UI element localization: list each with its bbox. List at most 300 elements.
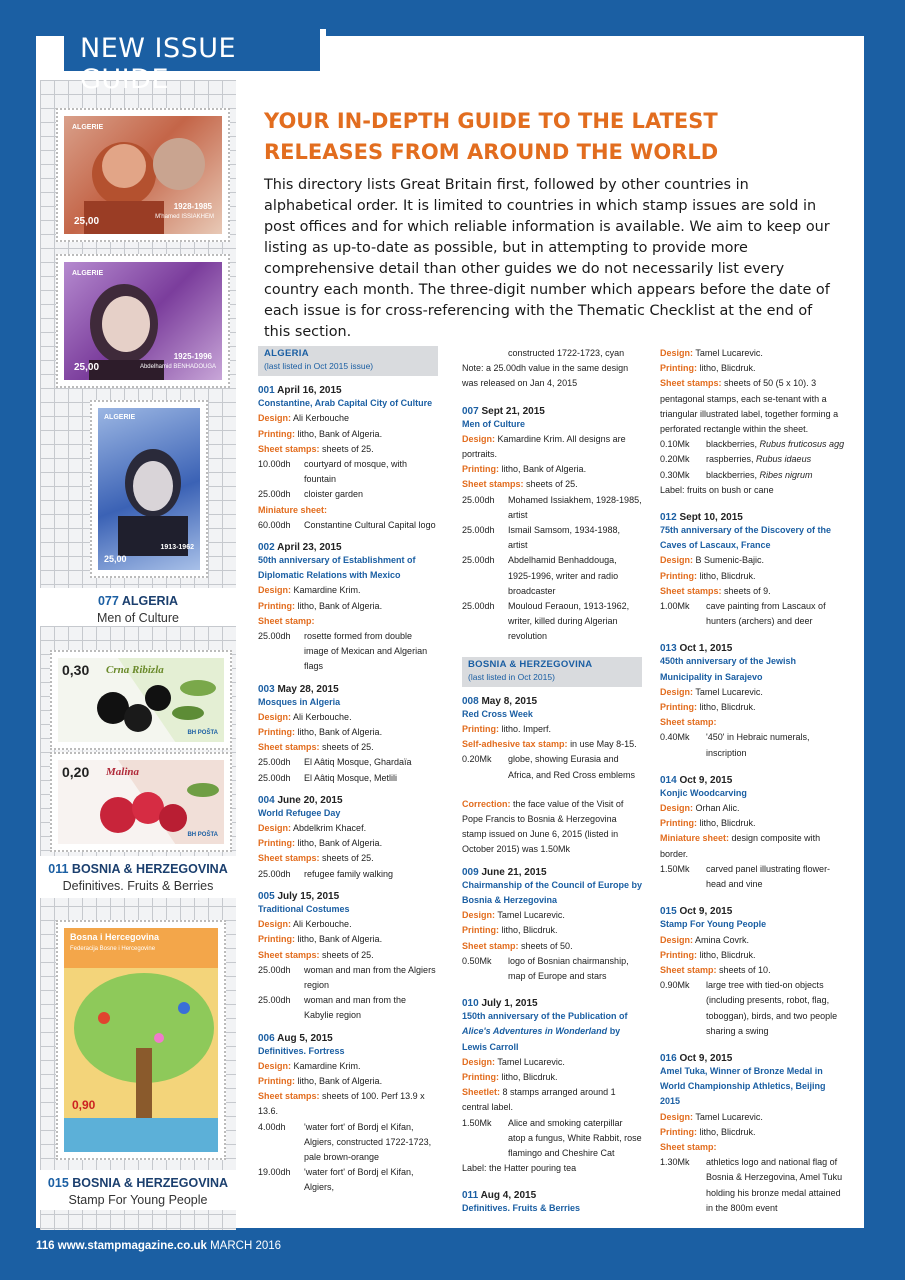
- issue-006: [258, 1033, 438, 1196]
- sheets-label: Sheet stamps:: [258, 853, 320, 864]
- sheets-label: Sheet stamps:: [660, 585, 722, 596]
- stamp-value-text: 25,00: [104, 554, 127, 564]
- column-3: [660, 346, 845, 1216]
- design-label: Design:: [258, 711, 292, 722]
- issue-title: Konjic Woodcarving: [660, 787, 747, 798]
- stamp-name-text: Abdelhamid BENHADOUGA: [139, 364, 216, 370]
- design-label: Design:: [462, 433, 496, 444]
- caption-015: [40, 1170, 236, 1210]
- design-value: Orhan Alic.: [695, 803, 740, 814]
- design-label: Design:: [258, 413, 292, 424]
- printing-label: Printing:: [660, 1126, 697, 1137]
- design-value: Ali Kerbouche.: [293, 919, 352, 930]
- design-value: Kamardine Krim.: [293, 585, 361, 596]
- face-value: 19.00dh: [258, 1167, 291, 1178]
- issue-title: [462, 1009, 642, 1055]
- value-row-continued: [462, 346, 642, 361]
- heading-line-2: RELEASES FROM AROUND THE WORLD: [264, 140, 719, 164]
- issue-date: July 1, 2015: [481, 998, 538, 1010]
- issue-date: Oct 1, 2015: [679, 643, 733, 655]
- value-description: large tree with tied-on objects (including presents, robot, flag, toboggan), birds, and two people sharing a swing: [706, 980, 838, 1036]
- value-row: [462, 493, 642, 523]
- design-value: Tamel Lucarevic.: [497, 1056, 565, 1067]
- caption-num: 077: [97, 594, 119, 608]
- issue-title: Definitives. Fortress: [258, 1045, 345, 1056]
- value-description: constructed 1722-1723, cyan: [508, 348, 625, 358]
- correction-label: Correction:: [462, 798, 511, 809]
- sheets-label: Sheet stamps:: [258, 949, 320, 960]
- correction-note: [462, 797, 642, 858]
- face-value: 25.00dh: [462, 525, 495, 536]
- sheet-stamp-label: Sheet stamp:: [660, 964, 717, 975]
- value-row: [258, 993, 438, 1023]
- stamp-post-text: BH POŠTA: [187, 730, 218, 736]
- issue-number: 011: [462, 1190, 479, 1202]
- sheet-stamp-label: Sheet stamp:: [462, 940, 519, 951]
- value-description: Constantine Cultural Capital logo: [304, 519, 436, 530]
- stamp-bosnia-raspberry: [50, 752, 232, 852]
- value-row: [462, 599, 642, 645]
- value-description: carved panel illustrating flower-head and vine: [706, 863, 831, 890]
- page-footer: [36, 1240, 281, 1252]
- value-row: [258, 1165, 438, 1195]
- face-value: 25.00dh: [462, 555, 495, 566]
- sheets-value: sheets of 25.: [322, 742, 374, 753]
- design-label: Design:: [462, 910, 496, 921]
- issue-title: Amel Tuka, Winner of Bronze Medal in World Championship Athletics, Beijing 2015: [660, 1065, 826, 1107]
- issue-title: Definitives. Fruits & Berries: [462, 1203, 581, 1214]
- value-description: Ismail Samsom, 1934-1988, artist: [508, 525, 621, 551]
- issue-004: [258, 795, 438, 882]
- stamp-country-text: ALGERIE: [104, 414, 136, 421]
- sheets-label: Sheet stamps:: [660, 378, 722, 389]
- stamp-algeria-benhadouga: [56, 254, 230, 388]
- issue-title: 450th anniversary of the Jewish Municipality in Sarajevo: [660, 656, 797, 682]
- value-description: blackberries,: [706, 439, 760, 450]
- issue-010: [462, 998, 642, 1176]
- design-label: Design:: [258, 823, 292, 834]
- value-row: [462, 752, 642, 782]
- value-description: refugee family walking: [304, 868, 394, 879]
- design-value: Tamel Lucarevic.: [695, 1111, 763, 1122]
- miniature-label: Miniature sheet:: [258, 504, 328, 515]
- face-value: 1.50Mk: [462, 1117, 492, 1128]
- issue-number: 003: [258, 683, 275, 695]
- printing-label: Printing:: [258, 428, 295, 439]
- value-description: raspberries,: [706, 454, 757, 465]
- stamp-bosnia-blackcurrant: [50, 650, 232, 750]
- stamp-algeria-issiakhem: [56, 108, 230, 242]
- printing-value: litho, Blicdruk.: [699, 570, 756, 581]
- issue-number: 012: [660, 512, 677, 524]
- issue-title: Traditional Costumes: [258, 903, 350, 914]
- heading-line-1: YOUR IN-DEPTH GUIDE TO THE LATEST: [264, 109, 718, 133]
- stamp-country-text: Bosna i Hercegovina: [70, 932, 160, 942]
- caption-sub: Stamp For Young People: [68, 1193, 208, 1207]
- issue-number: 001: [258, 385, 275, 397]
- stamp-years-text: 1928-1985: [173, 202, 212, 211]
- value-description: courtyard of mosque, with fountain: [304, 459, 408, 485]
- face-value: 1.50Mk: [660, 863, 690, 874]
- design-value: B Sumenic-Bajic.: [695, 555, 765, 566]
- face-value: 10.00dh: [258, 459, 291, 470]
- value-description: El Aâtiq Mosque, Ghardaïa: [304, 757, 412, 768]
- caption-sub: Definitives. Fruits & Berries: [62, 879, 214, 893]
- last-listed: (last listed in Oct 2015): [468, 671, 555, 682]
- issue-015: [660, 906, 845, 1039]
- value-description: rosette formed from double image of Mexican and Algerian flags: [304, 631, 428, 672]
- design-value: Tamel Lucarevic.: [497, 910, 565, 921]
- issue-number: 013: [660, 643, 677, 655]
- issue-date: July 15, 2015: [277, 890, 340, 902]
- issue-title: Stamp For Young People: [660, 919, 767, 930]
- page-heading: [264, 106, 824, 168]
- sheets-label: Sheet stamps:: [258, 1091, 320, 1102]
- sheets-value: sheets of 10.: [719, 964, 771, 975]
- value-row: [660, 437, 845, 452]
- caption-num: 015: [47, 1176, 69, 1190]
- issue-011: [462, 1190, 642, 1216]
- issue-date: Oct 9, 2015: [679, 774, 733, 786]
- correction-text: the face value of the Visit of Pope Francis to Bosnia & Herzegovina stamp issued on June 6, 2015 (listed in October 2015) was 1.50Mk: [462, 798, 624, 855]
- issue-002: [258, 542, 438, 675]
- caption-country: ALGERIA: [121, 594, 179, 608]
- sheets-value: sheets of 100. Perf 13.9 x 13.6.: [258, 1091, 425, 1117]
- value-row: [258, 487, 438, 502]
- stamp-value-text: 25,00: [74, 362, 100, 373]
- printing-value: litho, Bank of Algeria.: [297, 1075, 383, 1086]
- country-name: ALGERIA: [264, 348, 309, 359]
- title-book: Alice's Adventures in Wonderland: [462, 1026, 608, 1037]
- issue-date: Aug 5, 2015: [277, 1032, 333, 1044]
- self-adhesive-label: Self-adhesive tax stamp:: [462, 739, 568, 750]
- value-row: [660, 599, 845, 629]
- face-value: 25.00dh: [258, 995, 291, 1006]
- title-part: 150th anniversary of the Publication of: [462, 1011, 628, 1022]
- design-label: Design:: [462, 1056, 496, 1067]
- last-listed: (last listed in Oct 2015 issue): [264, 361, 374, 371]
- issue-number: 015: [660, 906, 677, 918]
- stamp-value-text: 0,30: [62, 662, 90, 678]
- issue-date: Oct 9, 2015: [679, 906, 733, 918]
- page-number: 116: [36, 1240, 55, 1252]
- stamp-algeria-feraoun: [90, 400, 208, 578]
- printing-label: Printing:: [660, 363, 697, 374]
- value-description: Abdelhamid Benhaddouga, 1925-1996, writer and radio broadcaster: [508, 555, 619, 596]
- issue-title: Red Cross Week: [462, 708, 533, 719]
- value-row: [258, 771, 438, 786]
- sheet-stamp-label: Sheet stamp:: [660, 717, 717, 728]
- country-header-algeria: [258, 346, 438, 376]
- value-row: [660, 730, 845, 760]
- face-value: 0.40Mk: [660, 732, 690, 743]
- design-value: Kamardine Krim. All designs are portraits.: [462, 433, 626, 460]
- issue-title: Chairmanship of the Council of Europe by Bosnia & Herzegovina: [462, 879, 643, 905]
- issue-number: 016: [660, 1052, 677, 1064]
- miniature-value: design composite with border.: [660, 833, 821, 859]
- issue-number: 010: [462, 998, 479, 1010]
- face-value: 0.90Mk: [660, 980, 690, 991]
- printing-value: litho, Blicdruk.: [699, 363, 756, 374]
- design-label: Design:: [660, 803, 694, 814]
- country-name: BOSNIA & HERZEGOVINA: [468, 658, 593, 670]
- design-value: Amina Covrk.: [695, 934, 750, 945]
- title-part: by Lewis Carroll: [462, 1026, 621, 1052]
- issue-number: 005: [258, 890, 275, 902]
- design-value: Tamel Lucarevic.: [695, 348, 763, 358]
- face-value: 25.00dh: [258, 964, 291, 975]
- issue-number: 008: [462, 695, 479, 707]
- country-header-bosnia: [462, 657, 642, 687]
- issue-008: [462, 696, 642, 783]
- printing-label: Printing:: [660, 570, 697, 581]
- stamp-years-text: 1925-1996: [173, 352, 212, 361]
- value-row: [660, 1155, 845, 1216]
- issue-number: 004: [258, 794, 275, 806]
- stamp-fruit-name: Malina: [106, 766, 140, 778]
- site-link[interactable]: www.stampmagazine.co.uk: [57, 1240, 207, 1252]
- value-description: woman and man from the Kabylie region: [304, 995, 407, 1021]
- stamp-country-text: ALGERIE: [72, 270, 104, 277]
- face-value: 4.00dh: [258, 1121, 286, 1132]
- column-2: [462, 346, 642, 1217]
- issue-number: 002: [258, 542, 275, 554]
- issue-date: Sept 10, 2015: [679, 512, 743, 524]
- design-label: Design:: [258, 585, 292, 596]
- caption-sub: Men of Culture: [97, 611, 179, 625]
- sheets-value: sheets of 50 (5 x 10). 3 pentagonal stamps, each se-tenant with a triangular illustrated label, together forming a perforated rectangle within the sheet.: [660, 378, 839, 435]
- stamp-country-text: ALGERIE: [72, 124, 104, 131]
- value-description: Alice and smoking caterpillar atop a fungus, White Rabbit, rose flamingo and Cheshire Cat: [508, 1117, 642, 1158]
- printing-label: Printing:: [462, 1071, 499, 1082]
- design-label: Design:: [660, 555, 694, 566]
- face-value: 1.30Mk: [660, 1157, 690, 1168]
- printing-label: Printing:: [462, 925, 499, 936]
- column-1: [258, 346, 438, 1196]
- caption-num: 011: [48, 862, 69, 876]
- issue-date: June 21, 2015: [481, 866, 547, 878]
- value-row: [258, 518, 438, 533]
- issue-date: May 28, 2015: [277, 683, 339, 695]
- section-banner: [64, 29, 326, 95]
- issue-date: April 23, 2015: [277, 542, 342, 554]
- printing-value: litho, Blicdruk.: [699, 1126, 756, 1137]
- printing-value: litho, Bank of Algeria.: [297, 727, 383, 738]
- issue-number: 006: [258, 1032, 275, 1044]
- value-description: Mohamed Issiakhem, 1928-1985, artist: [508, 494, 642, 520]
- printing-value: litho, Blicdruk.: [501, 925, 558, 936]
- design-value: Ali Kerbouche: [293, 413, 350, 424]
- issue-date: May 8, 2015: [481, 695, 538, 707]
- face-value: 25.00dh: [462, 601, 495, 612]
- sheets-label: Sheet stamps:: [258, 443, 320, 454]
- issue-013: [660, 643, 845, 760]
- face-value: 25.00dh: [258, 868, 291, 879]
- issue-title: Mosques in Algeria: [258, 696, 341, 707]
- design-label: Design:: [660, 686, 694, 697]
- value-description: cloister garden: [304, 489, 364, 500]
- printing-label: Printing:: [258, 838, 295, 849]
- design-value: Abdelkrim Khacef.: [293, 823, 367, 834]
- issue-number: 007: [462, 405, 479, 417]
- printing-value: litho. Imperf.: [501, 724, 552, 735]
- face-value: 25.00dh: [462, 494, 495, 505]
- miniature-label: Miniature sheet:: [660, 833, 730, 844]
- printing-value: litho, Bank of Algeria.: [501, 464, 587, 475]
- sheets-value: sheets of 9.: [724, 585, 771, 596]
- design-label: Design:: [660, 934, 694, 945]
- issue-date-footer: MARCH 2016: [210, 1240, 282, 1252]
- printing-value: litho, Blicdruk.: [699, 702, 756, 713]
- value-description: '450' in Hebraic numerals, inscription: [706, 732, 810, 758]
- issue-014: [660, 775, 845, 892]
- value-description: athletics logo and national flag of Bosnia & Herzegovina, Amel Tuku holding his bronze medal attained in the 800m event: [706, 1157, 843, 1213]
- printing-value: litho, Blicdruk.: [699, 949, 756, 960]
- sheets-value: sheets of 25.: [322, 853, 374, 864]
- caption-country: BOSNIA & HERZEGOVINA: [72, 1176, 229, 1190]
- design-label: Design:: [660, 348, 694, 358]
- sheets-value: sheets of 25.: [526, 479, 578, 490]
- sheets-label: Sheet stamps:: [462, 479, 524, 490]
- value-description: cave painting from Lascaux of hunters (archers) and deer: [706, 601, 826, 627]
- printing-value: litho, Bank of Algeria.: [297, 838, 383, 849]
- printing-label: Printing:: [258, 727, 295, 738]
- issue-007: [462, 406, 642, 645]
- face-value: 25.00dh: [258, 772, 291, 783]
- stamp-bosnia-young-people: [56, 920, 226, 1160]
- printing-label: Printing:: [660, 949, 697, 960]
- sheetlet-value: 8 stamps arranged around 1 central label.: [462, 1087, 616, 1113]
- printing-value: litho, Blicdruk.: [699, 818, 756, 829]
- intro-paragraph: This directory lists Great Britain first, followed by other countries in alphabetical order. It is limited to countries in which stamp issues are sold in post offices and for which reliable information is available. We aim to keep our listing as up-to-date as possible, but in attempting to provide more comprehensive detail than other guides we do not necessarily list every country each month. The three-digit number which appears before the date of each issue is for cross-referencing with the Thematic Checklist at the end of this section.: [264, 177, 830, 340]
- label-note: Label: the Hatter pouring tea: [462, 1163, 577, 1174]
- value-description: woman and man from the Algiers region: [304, 964, 436, 990]
- stamp-fruit-name: Crna Ribizla: [106, 664, 164, 676]
- issue-date: Oct 9, 2015: [679, 1052, 733, 1064]
- stamp-name-text: M'hamed ISSIAKHEM: [155, 214, 214, 220]
- issue-009: [462, 867, 642, 984]
- latin-name: Rubus fruticosus agg: [759, 439, 845, 450]
- design-value: Tamel Lucarevic.: [695, 686, 763, 697]
- value-row: [258, 963, 438, 993]
- self-adhesive-value: in use May 8-15.: [570, 739, 637, 750]
- latin-name: Ribes nigrum: [759, 469, 813, 480]
- face-value: 0.10Mk: [660, 439, 690, 450]
- value-row: [462, 523, 642, 553]
- sheets-value: sheets of 25.: [322, 949, 374, 960]
- value-row: [258, 457, 438, 487]
- value-description: blackberries,: [706, 469, 760, 480]
- design-label: Design:: [258, 919, 292, 930]
- issue-note: Note: a 25.00dh value in the same design was released on Jan 4, 2015: [462, 363, 629, 389]
- value-description: logo of Bosnian chairmanship, map of Europe and stars: [508, 955, 629, 981]
- issue-016: [660, 1053, 845, 1216]
- face-value: 0.50Mk: [462, 955, 492, 966]
- value-row: [660, 978, 845, 1039]
- banner-title: NEW ISSUE GUIDE: [80, 33, 237, 95]
- label-note: Label: fruits on bush or cane: [660, 484, 774, 495]
- value-row: [462, 1116, 642, 1162]
- issue-005: [258, 891, 438, 1024]
- printing-label: Printing:: [660, 702, 697, 713]
- printing-value: litho, Bank of Algeria.: [297, 428, 383, 439]
- value-description: 'water fort' of Bordj el Kifan, Algiers,: [304, 1167, 414, 1193]
- value-row: [660, 468, 845, 483]
- face-value: 0.20Mk: [462, 754, 492, 765]
- value-row: [258, 1120, 438, 1166]
- caption-country: BOSNIA & HERZEGOVINA: [71, 862, 228, 876]
- face-value: 60.00dh: [258, 519, 291, 530]
- value-description: globe, showing Eurasia and Africa, and Red Cross emblems: [508, 754, 636, 780]
- value-row: [462, 954, 642, 984]
- stamp-value-text: 0,90: [72, 1098, 96, 1112]
- value-description: El Aâtiq Mosque, Metlili: [304, 772, 398, 783]
- sheets-value: sheets of 50.: [521, 940, 573, 951]
- printing-label: Printing:: [462, 724, 499, 735]
- sheets-label: Sheet stamps:: [258, 742, 320, 753]
- sheet-stamp-label: Sheet stamp:: [258, 615, 315, 626]
- value-row: [462, 553, 642, 599]
- value-row: [258, 629, 438, 675]
- issue-date: June 20, 2015: [277, 794, 343, 806]
- printing-value: litho, Bank of Algeria.: [297, 934, 383, 945]
- printing-label: Printing:: [258, 600, 295, 611]
- stamp-value-text: 0,20: [62, 764, 90, 780]
- sheet-stamp-label: Sheet stamp:: [660, 1141, 717, 1152]
- stamp-federation-text: Federacija Bosne i Hercegovine: [70, 946, 156, 952]
- printing-label: Printing:: [462, 464, 499, 475]
- issue-003: [258, 684, 438, 786]
- design-value: Ali Kerbouche.: [293, 711, 352, 722]
- face-value: 0.30Mk: [660, 469, 690, 480]
- face-value: 25.00dh: [258, 489, 291, 500]
- issue-title: World Refugee Day: [258, 807, 341, 818]
- face-value: 1.00Mk: [660, 601, 690, 612]
- value-row: [258, 867, 438, 882]
- issue-date: Aug 4, 2015: [480, 1190, 537, 1202]
- face-value: 0.20Mk: [660, 454, 690, 465]
- issue-number: 009: [462, 866, 479, 878]
- issue-title: 50th anniversary of Establishment of Diplomatic Relations with Mexico: [258, 555, 416, 581]
- design-value: Kamardine Krim.: [293, 1060, 361, 1071]
- caption-077: [40, 588, 236, 626]
- design-label: Design:: [660, 1111, 694, 1122]
- value-row: [660, 452, 845, 467]
- issue-title: Constantine, Arab Capital City of Culture: [258, 398, 433, 409]
- value-description: 'water fort' of Bordj el Kifan, Algiers, constructed 1722-1723, pale brown-orange: [304, 1121, 432, 1162]
- stamp-post-text: BH POŠTA: [187, 832, 218, 838]
- issue-number: 014: [660, 774, 677, 786]
- value-description: Mouloud Feraoun, 1913-1962, writer, killed during Algerian revolution: [508, 601, 630, 642]
- face-value: 25.00dh: [258, 757, 291, 768]
- issue-date: Sept 21, 2015: [481, 405, 545, 417]
- stamp-years-text: 1913-1962: [160, 544, 194, 551]
- face-value: 25.00dh: [258, 631, 291, 642]
- printing-label: Printing:: [258, 934, 295, 945]
- value-row: [258, 755, 438, 770]
- printing-label: Printing:: [660, 818, 697, 829]
- printing-label: Printing:: [258, 1075, 295, 1086]
- issue-date: April 16, 2015: [277, 385, 342, 397]
- value-row: [660, 862, 845, 892]
- sheets-value: sheets of 25.: [322, 443, 374, 454]
- design-label: Design:: [258, 1060, 292, 1071]
- printing-value: litho, Blicdruk.: [501, 1071, 558, 1082]
- issue-title: 75th anniversary of the Discovery of the Caves of Lascaux, France: [660, 525, 832, 551]
- latin-name: Rubus idaeus: [756, 454, 812, 465]
- issue-title: Men of Culture: [462, 418, 525, 429]
- issue-012: [660, 512, 845, 629]
